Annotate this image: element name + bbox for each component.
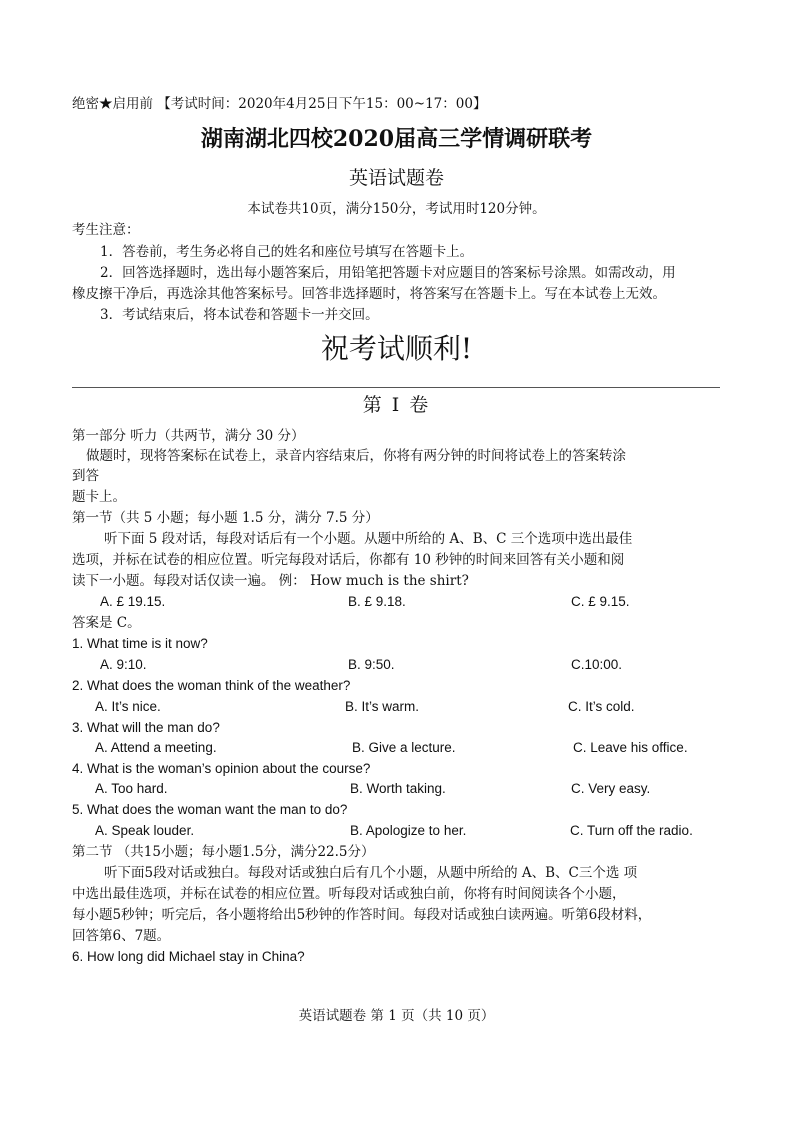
part1-intro-cont: 到答 bbox=[72, 468, 99, 484]
section2-directions-cont2: 每小题5秒钟；听完后，各小题将给出5秒钟的作答时间。每段对话或独白读两遍。听第6段材料， bbox=[72, 907, 652, 923]
volume-heading: 第 I 卷 bbox=[362, 394, 431, 416]
example-option-a: A. £ 19.15. bbox=[100, 594, 166, 609]
section2-heading: 第二节 （共15小题；每小题1.5分，满分22.5分） bbox=[72, 844, 375, 860]
q3-option-c: C. Leave his office. bbox=[573, 740, 688, 755]
good-luck-wish: 祝考试顺利! bbox=[320, 332, 473, 365]
section2-directions-cont3: 回答第6、7题。 bbox=[72, 928, 171, 944]
notice-item-3: 3．考试结束后，将本试卷和答题卡一并交回。 bbox=[100, 307, 379, 323]
q5-option-b: B. Apologize to her. bbox=[350, 823, 467, 838]
divider-line bbox=[72, 387, 720, 388]
notice-item-1: 1．答卷前，考生务必将自己的姓名和座位号填写在答题卡上。 bbox=[100, 244, 474, 260]
exam-info: 本试卷共10页，满分150分，考试用时120分钟。 bbox=[247, 201, 546, 217]
q3-option-a: A. Attend a meeting. bbox=[95, 740, 217, 755]
q4-option-a: A. Too hard. bbox=[95, 781, 168, 796]
section1-directions-cont: 选项，并标在试卷的相应位置。听完每段对话后，你都有 10 秒钟的时间来回答有关小题和阅 bbox=[72, 552, 625, 568]
q2-option-a: A. It’s nice. bbox=[95, 699, 161, 714]
example-answer: 答案是 C。 bbox=[72, 615, 141, 631]
example-option-c: C. £ 9.15. bbox=[571, 594, 630, 609]
exam-title: 湖南湖北四校2020届高三学情调研联考 bbox=[200, 126, 593, 152]
question-1: 1. What time is it now? bbox=[72, 636, 208, 651]
section2-directions: 听下面5段对话或独白。每段对话或独白后有几个小题，从题中所给的 A、B、C三个选 项 bbox=[104, 865, 638, 881]
q1-option-a: A. 9:10. bbox=[100, 657, 147, 672]
question-5: 5. What does the woman want the man to do? bbox=[72, 802, 348, 817]
q2-option-c: C. It’s cold. bbox=[568, 699, 635, 714]
q5-option-c: C. Turn off the radio. bbox=[570, 823, 693, 838]
section1-directions: 听下面 5 段对话，每段对话后有一个小题。从题中所给的 A、B、C 三个选项中选出最佳 bbox=[104, 531, 633, 547]
example-option-b: B. £ 9.18. bbox=[348, 594, 406, 609]
q4-option-b: B. Worth taking. bbox=[350, 781, 446, 796]
part1-intro: 做题时，现将答案标在试卷上，录音内容结束后，你将有两分钟的时间将试卷上的答案转涂 bbox=[86, 448, 626, 464]
q4-option-c: C. Very easy. bbox=[571, 781, 651, 796]
question-4: 4. What is the woman’s opinion about the course? bbox=[72, 761, 371, 776]
notice-item-2: 2．回答选择题时，选出每小题答案后，用铅笔把答题卡对应题目的答案标号涂黑。如需改动，用 bbox=[100, 265, 676, 281]
confidential-line: 绝密★启用前 【考试时间：2020年4月25日下午15：00~17：00】 bbox=[72, 96, 487, 112]
q5-option-a: A. Speak louder. bbox=[95, 823, 195, 838]
section2-directions-cont: 中选出最佳选项，并标在试卷的相应位置。听每段对话或独白前，你将有时间阅读各个小题， bbox=[72, 886, 626, 902]
q3-option-b: B. Give a lecture. bbox=[352, 740, 456, 755]
question-6: 6. How long did Michael stay in China? bbox=[72, 949, 305, 964]
section1-heading: 第一节（共 5 小题；每小题 1.5 分，满分 7.5 分） bbox=[72, 510, 379, 526]
question-2: 2. What does the woman think of the weather? bbox=[72, 678, 351, 693]
notice-item-2-cont: 橡皮擦干净后，再选涂其他答案标号。回答非选择题时，将答案写在答题卡上。写在本试卷上无效。 bbox=[72, 286, 666, 302]
notice-label: 考生注意： bbox=[72, 222, 140, 238]
part1-intro-cont2: 题卡上。 bbox=[72, 489, 126, 505]
q1-option-b: B. 9:50. bbox=[348, 657, 395, 672]
section1-example: 读下一小题。每段对话仅读一遍。 例： How much is the shirt? bbox=[72, 573, 469, 589]
exam-subtitle: 英语试题卷 bbox=[348, 167, 444, 189]
page-footer: 英语试题卷 第 1 页（共 10 页） bbox=[298, 1008, 495, 1024]
q1-option-c: C.10:00. bbox=[571, 657, 623, 672]
part1-heading: 第一部分 听力（共两节，满分 30 分） bbox=[72, 428, 305, 444]
question-3: 3. What will the man do? bbox=[72, 720, 220, 735]
q2-option-b: B. It’s warm. bbox=[345, 699, 420, 714]
